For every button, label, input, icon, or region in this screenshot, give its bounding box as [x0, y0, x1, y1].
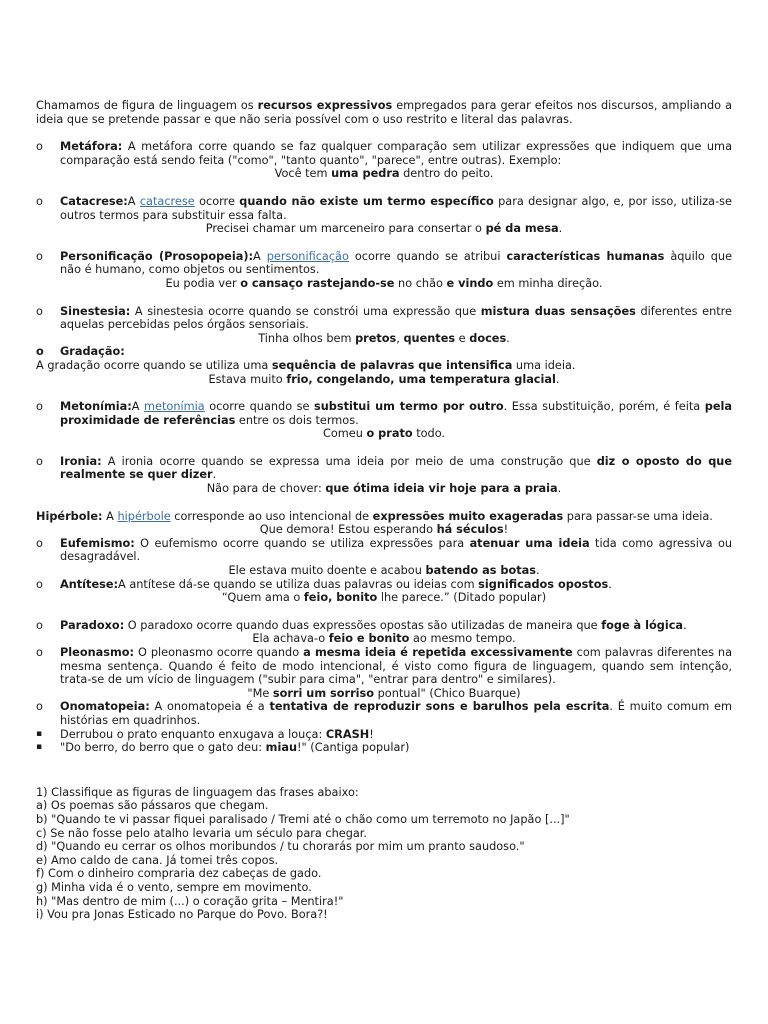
square-bullet-icon: ▪ [36, 728, 43, 739]
bullet-marker: o [36, 646, 43, 659]
example-paradoxo: Ela achava-o feio e bonito ao mesmo tempo. [252, 632, 516, 646]
exercise-item: f) Com o dinheiro compraria dez cabeças de gado. [36, 867, 322, 881]
link-personificacao[interactable]: personificação [266, 249, 349, 263]
document-page [36, 99, 732, 922]
item-eufemismo: o Eufemismo: O eufemismo ocorre quando se utiliza expressões para atenuar uma ideia tida como agressiva ou desagradável. [36, 536, 733, 564]
item-title: Antítese: [60, 577, 119, 591]
exercise-item: e) Amo caldo de cana. Já tomei três copos. [36, 853, 279, 867]
bullet-marker: o [36, 304, 43, 318]
exercise-item: d) "Quando eu cerrar os olhos moribundos / tu chorarás por mim um pranto saudoso." [36, 840, 525, 854]
exercise-item: g) Minha vida é o vento, sempre em movimento. [36, 880, 312, 894]
example-sinestesia: Tinha olhos bem pretos, quentes e doces. [258, 331, 510, 345]
item-ironia: o Ironia: A ironia ocorre quando se expressa uma ideia por meio de uma construção que diz o oposto do que realmente se quer dizer. [36, 454, 732, 482]
intro-paragraph [36, 99, 732, 126]
link-hiperbole[interactable]: hipérbole [117, 509, 171, 523]
exercise-item: i) Vou pra Jonas Esticado no Parque do Povo. Bora?! [36, 908, 328, 922]
bullet-marker: o [36, 577, 43, 591]
bullet-marker: o [36, 700, 43, 714]
square-bullet-icon: ▪ [36, 742, 43, 753]
bullet-marker: o [36, 249, 43, 263]
example-onomatopeia-1: ▪ Derrubou o prato enquanto enxugava a louça: CRASH! [36, 727, 374, 741]
item-title: Onomatopeia: [60, 700, 150, 714]
item-title: Eufemismo: [60, 536, 135, 550]
item-title: Personificação (Prosopopeia): [60, 249, 254, 263]
intro-bold: recursos expressivos [257, 99, 393, 112]
intro-text-end: empregados para gerar efeitos nos discursos, ampliando a ideia que se pretende passar e que não seria possível com o uso restrito e literal das palavras. [36, 99, 732, 126]
item-sinestesia: o Sinestesia: A sinestesia ocorre quando se constrói uma expressão que mistura duas sensações diferentes entre aquelas percebidas pelos órgãos sensoriais. [36, 304, 733, 332]
example-hiperbole: Que demora! Estou esperando há séculos! [259, 523, 509, 537]
item-title: Sinestesia: [60, 304, 131, 318]
example-gradacao: Estava muito frio, congelando, uma temperatura glacial. [208, 372, 560, 386]
item-title: Metáfora: [60, 140, 123, 154]
item-paradoxo: o Paradoxo: O paradoxo ocorre quando duas expressões opostas são utilizadas de maneira que foge à lógica. [36, 618, 687, 632]
bullet-marker: o [36, 618, 43, 632]
example-metafora: Você tem uma pedra dentro do peito. [274, 167, 494, 181]
item-metonimia: o Metonímia:A metonímia ocorre quando se substitui um termo por outro. Essa substituição, porém, é feita pela proximidade de referências entre os dois termos. [36, 400, 732, 427]
item-text: A metáfora corre quando se faz qualquer comparação sem utilizar expressões que indiquem que uma comparação está sendo feita ("como", "tanto quanto", "parece", entre outras). Exemplo: [60, 140, 732, 167]
exercise-item: a) Os poemas são pássaros que chegam. [36, 799, 269, 813]
item-title: Paradoxo: [60, 618, 125, 632]
item-title: Ironia: [60, 454, 102, 468]
bullet-marker: o [36, 536, 43, 550]
link-metonimia[interactable]: metonímia [144, 400, 205, 414]
example-antitese: “Quem ama o feio, bonito lhe parece.” (Ditado popular) [221, 591, 547, 605]
intro-text: Chamamos de figura de linguagem os [36, 99, 258, 112]
item-title: Gradação: [60, 345, 125, 359]
item-pleonasmo: o Pleonasmo: O pleonasmo ocorre quando a mesma ideia é repetida excessivamente com palavras diferentes na mesma sentença. Quando é feito de modo intencional, é visto como figura de linguagem, quando sem intenção, trata-se de um vício de linguagem ("subir para cima", "entrar para dentro" e similares). [36, 646, 732, 687]
item-antitese: o Antítese:A antítese dá-se quando se utiliza duas palavras ou ideias com significados opostos. [36, 577, 612, 591]
text-gradacao: A gradação ocorre quando se utiliza uma sequência de palavras que intensifica uma ideia. [36, 358, 576, 372]
exercise-section [36, 786, 732, 922]
bullet-marker: o [36, 140, 43, 154]
example-ironia: Não para de chover: que ótima ideia vir hoje para a praia. [206, 482, 562, 496]
bullet-marker: o [36, 194, 43, 208]
item-title: Pleonasmo: [60, 646, 135, 659]
example-metonimia: Comeu o prato todo. [322, 427, 446, 441]
item-onomatopeia: o Onomatopeia: A onomatopeia é a tentativa de reproduzir sons e barulhos pela escrita. É muito comum em histórias em quadrinhos. [36, 700, 732, 727]
example-catacrese: Precisei chamar um marceneiro para consertar o pé da mesa. [205, 222, 563, 236]
link-catacrese[interactable]: catacrese [139, 194, 195, 208]
item-title: Catacrese: [60, 194, 128, 208]
example-pleonasmo: "Me sorri um sorriso pontual" (Chico Buarque) [247, 686, 521, 700]
bullet-marker: o [36, 454, 43, 468]
exercise-item: c) Se não fosse pelo atalho levaria um século para chegar. [36, 826, 368, 840]
exercise-question: 1) Classifique as figuras de linguagem das frases abaixo: [36, 785, 359, 799]
example-eufemismo: Ele estava muito doente e acabou batendo as botas. [228, 564, 540, 578]
item-gradacao [36, 345, 732, 359]
item-title: Hipérbole: [36, 509, 103, 523]
item-personificacao: o Personificação (Prosopopeia):A personificação ocorre quando se atribui características humanas àquilo que não é humano, como objetos ou sentimentos. [36, 249, 733, 277]
item-hiperbole: Hipérbole: A hipérbole corresponde ao uso intencional de expressões muito exageradas para passar-se uma ideia. [36, 509, 713, 523]
example-personificacao: Eu podia ver o cansaço rastejando-se no chão e vindo em minha direção. [165, 276, 603, 290]
item-metafora [36, 140, 732, 167]
bullet-marker: o [36, 345, 44, 359]
exercise-item: b) "Quando te vi passar fiquei paralisado / Tremi até o chão como um terremoto no Japão [...]" [36, 812, 570, 826]
item-title: Metonímia: [60, 400, 132, 414]
exercise-item: h) "Mas dentro de mim (...) o coração grita – Mentira!" [36, 894, 344, 908]
item-catacrese: o Catacrese:A catacrese ocorre quando não existe um termo específico para designar algo, e, por isso, utiliza-se outros termos para substituir essa falta. [36, 194, 732, 222]
example-onomatopeia-2: ▪ "Do berro, do berro que o gato deu: miau!" (Cantiga popular) [36, 741, 410, 755]
bullet-marker: o [36, 400, 43, 414]
